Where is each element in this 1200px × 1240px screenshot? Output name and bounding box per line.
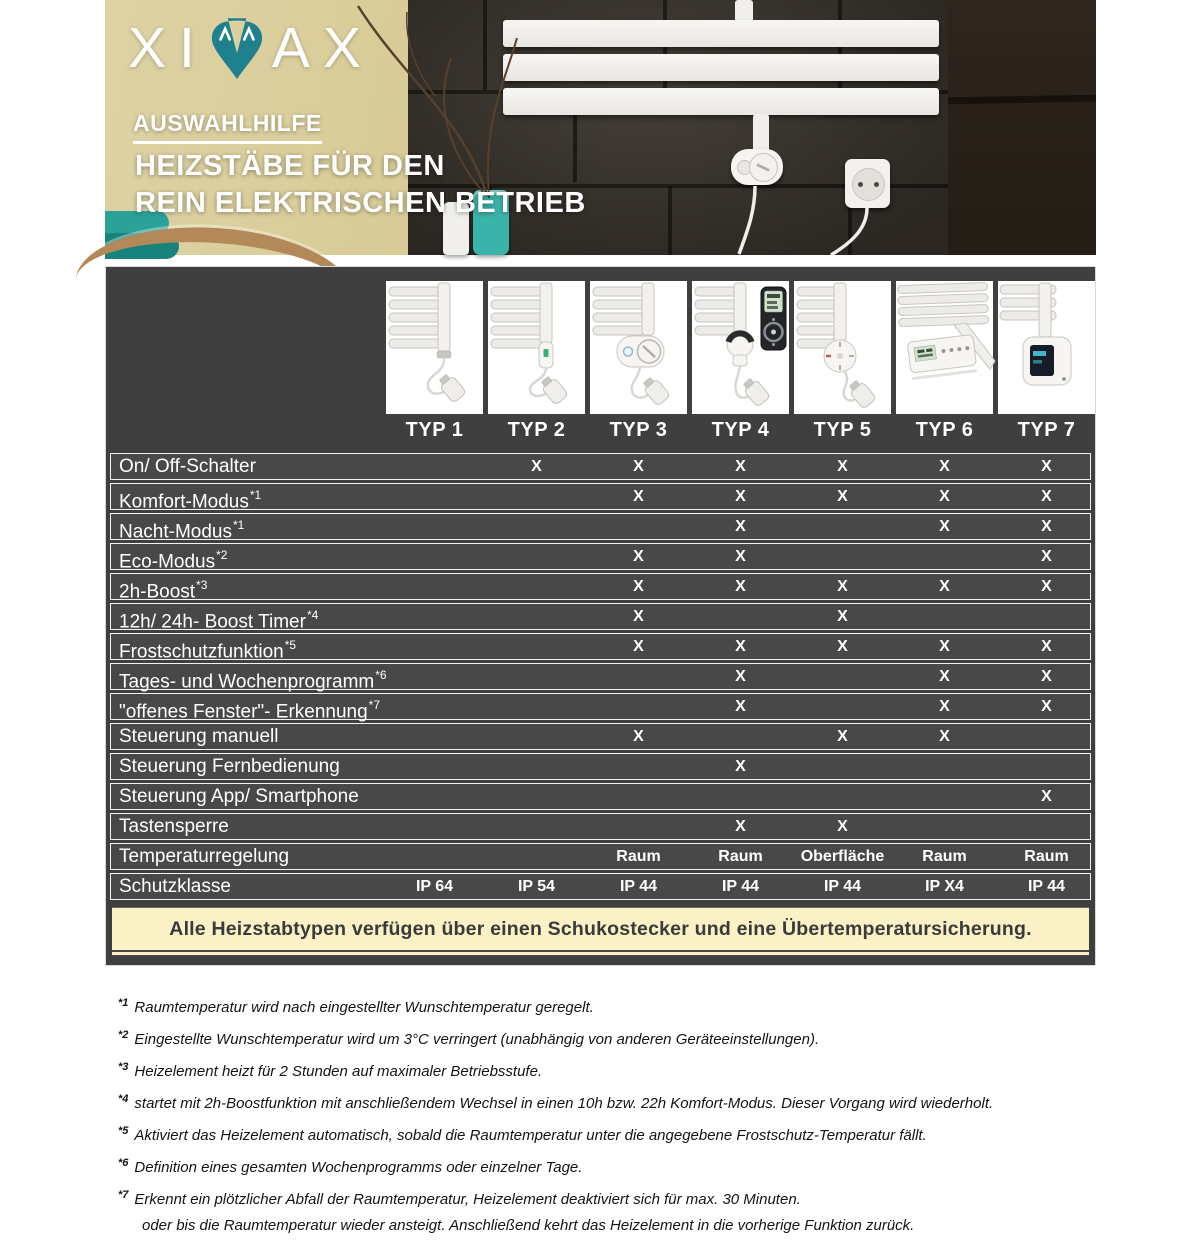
cell-typ5: X bbox=[837, 728, 848, 745]
table-row bbox=[110, 513, 1091, 543]
product-image-typ-7 bbox=[998, 281, 1095, 414]
cell-typ3: IP 44 bbox=[619, 878, 658, 895]
power-outlet bbox=[845, 159, 890, 208]
cell-typ6: X bbox=[939, 458, 950, 475]
table-row bbox=[110, 573, 1091, 603]
table-row bbox=[110, 663, 1091, 693]
cell-typ4: X bbox=[735, 668, 746, 685]
table-row bbox=[110, 843, 1091, 870]
cell-typ7: X bbox=[1041, 698, 1052, 715]
cell-typ4: X bbox=[735, 518, 746, 535]
row-label: Temperaturregelung bbox=[119, 846, 290, 867]
cell-typ5: X bbox=[837, 638, 848, 655]
cell-typ3: X bbox=[633, 548, 644, 565]
logo-text-left: XI bbox=[128, 16, 208, 80]
cell-typ5: X bbox=[837, 488, 848, 505]
row-label: "offenes Fenster"- Erkennung$^{*7}$ bbox=[119, 698, 381, 723]
row-label: Komfort-Modus$^{*1}$ bbox=[119, 488, 262, 513]
row-label: Steuerung Fernbedienung bbox=[119, 756, 340, 777]
cell-typ7: X bbox=[1041, 668, 1052, 685]
cell-typ3: X bbox=[633, 608, 644, 625]
table-row bbox=[110, 603, 1091, 633]
typ-2-header: TYP 2 bbox=[507, 419, 566, 441]
cell-typ6: X bbox=[939, 488, 950, 505]
cell-typ5: X bbox=[837, 818, 848, 835]
table-row bbox=[110, 543, 1091, 573]
cell-typ5: X bbox=[837, 458, 848, 475]
tagline: AUSWAHLHILFE bbox=[133, 110, 322, 144]
table-row bbox=[110, 753, 1091, 780]
cell-typ7: Raum bbox=[1024, 848, 1069, 865]
typ-1-header: TYP 1 bbox=[405, 419, 464, 441]
product-image-typ-4 bbox=[692, 281, 789, 414]
typ-5-header: TYP 5 bbox=[813, 419, 872, 441]
feature-rows bbox=[110, 453, 1091, 903]
cell-typ4: X bbox=[735, 758, 746, 775]
cell-typ4: X bbox=[735, 818, 746, 835]
cell-typ5: IP 44 bbox=[823, 878, 862, 895]
row-label: On/ Off-Schalter bbox=[119, 456, 256, 477]
footnote: $^{*7}$ Erkennt ein plötzlicher Abfall der Raumtemperatur, Heizelement deaktiviert sich für max. 30 Minuten. oder bis die Raumtemperatur wieder ansteigt. Anschließend kehrt das Heizelement in die vorherige Funktion zurück. bbox=[118, 1189, 915, 1234]
row-label: 2h-Boost$^{*3}$ bbox=[119, 578, 208, 603]
footnote: $^{*3}$ Heizelement heizt für 2 Stunden auf maximaler Betriebsstufe. bbox=[118, 1061, 543, 1080]
table-row bbox=[110, 873, 1091, 900]
row-label: Frostschutzfunktion$^{*5}$ bbox=[119, 638, 297, 663]
row-label: 12h/ 24h- Boost Timer$^{*4}$ bbox=[119, 608, 319, 633]
table-row bbox=[110, 483, 1091, 513]
title-line-2: REIN ELEKTRISCHEN BETRIEB bbox=[135, 187, 586, 219]
cell-typ4: Raum bbox=[718, 848, 763, 865]
comparison-table bbox=[105, 266, 1096, 966]
product-image-typ-3 bbox=[590, 281, 687, 414]
cell-typ2: IP 54 bbox=[517, 878, 556, 895]
table-row bbox=[110, 783, 1091, 810]
typ-7-header: TYP 7 bbox=[1017, 419, 1076, 441]
table-row bbox=[110, 633, 1091, 663]
cell-typ3: X bbox=[633, 728, 644, 745]
cell-typ7: X bbox=[1041, 638, 1052, 655]
header-photo bbox=[105, 0, 1096, 255]
product-image-typ-6 bbox=[896, 281, 993, 414]
cell-typ1: IP 64 bbox=[415, 878, 454, 895]
row-label: Steuerung manuell bbox=[119, 726, 279, 747]
cabinet bbox=[948, 0, 1096, 255]
row-label: Eco-Modus$^{*2}$ bbox=[119, 548, 228, 573]
row-label: Tages- und Wochenprogramm$^{*6}$ bbox=[119, 668, 387, 693]
footnote: $^{*5}$ Aktiviert das Heizelement automatisch, sobald die Raumtemperatur unter die angegebene Frostschutz-Temperatur fällt. bbox=[118, 1125, 927, 1144]
row-label: Tastensperre bbox=[119, 816, 229, 837]
cell-typ6: X bbox=[939, 518, 950, 535]
cell-typ6: X bbox=[939, 698, 950, 715]
logo-text-right: AX bbox=[271, 16, 374, 80]
title-line-1: HEIZSTÄBE FÜR DEN bbox=[135, 150, 445, 182]
footnotes bbox=[118, 990, 1118, 1240]
cell-typ4: X bbox=[735, 548, 746, 565]
cell-typ5: Oberfläche bbox=[800, 848, 885, 865]
cell-typ5: X bbox=[837, 578, 848, 595]
table-row bbox=[110, 453, 1091, 480]
product-image-typ-5 bbox=[794, 281, 891, 414]
footnote: $^{*6}$ Definition eines gesamten Wochenprogramms oder einzelner Tage. bbox=[118, 1157, 583, 1176]
table-row bbox=[110, 693, 1091, 723]
cell-typ3: X bbox=[633, 488, 644, 505]
cell-typ7: IP 44 bbox=[1027, 878, 1066, 895]
cell-typ6: X bbox=[939, 668, 950, 685]
cell-typ6: Raum bbox=[922, 848, 967, 865]
footnote: $^{*1}$ Raumtemperatur wird nach eingestellter Wunschtemperatur geregelt. bbox=[118, 997, 594, 1016]
cell-typ3: X bbox=[633, 458, 644, 475]
cell-typ4: X bbox=[735, 488, 746, 505]
cell-typ4: IP 44 bbox=[721, 878, 760, 895]
row-label: Schutzklasse bbox=[119, 876, 231, 897]
cell-typ3: X bbox=[633, 578, 644, 595]
ximax-m-icon bbox=[204, 12, 270, 84]
cell-typ7: X bbox=[1041, 578, 1052, 595]
cell-typ6: X bbox=[939, 728, 950, 745]
cell-typ7: X bbox=[1041, 488, 1052, 505]
cell-typ5: X bbox=[837, 608, 848, 625]
page-title bbox=[135, 148, 586, 222]
radiator-panels bbox=[503, 20, 939, 122]
table-row bbox=[110, 813, 1091, 840]
cell-typ2: X bbox=[531, 458, 542, 475]
product-image-typ-2 bbox=[488, 281, 585, 414]
cell-typ6: IP X4 bbox=[925, 878, 964, 895]
typ-3-header: TYP 3 bbox=[609, 419, 668, 441]
footnote: $^{*4}$ startet mit 2h-Boostfunktion mit anschließendem Wechsel in einen 10h bzw. 22h Komfort-Modus. Dieser Vorgang wird wiederholt. bbox=[118, 1093, 994, 1112]
typ-4-header: TYP 4 bbox=[711, 419, 770, 441]
cell-typ7: X bbox=[1041, 548, 1052, 565]
cell-typ4: X bbox=[735, 698, 746, 715]
cell-typ6: X bbox=[939, 578, 950, 595]
cell-typ7: X bbox=[1041, 788, 1052, 805]
cell-typ4: X bbox=[735, 578, 746, 595]
heating-element bbox=[731, 149, 783, 185]
footer-note-banner bbox=[112, 907, 1089, 957]
cell-typ7: X bbox=[1041, 518, 1052, 535]
banner-text: Alle Heizstabtypen verfügen über einen Schukostecker und eine Übertemperatursicherung. bbox=[169, 917, 1032, 940]
table-row bbox=[110, 723, 1091, 750]
brand-logo bbox=[128, 12, 374, 84]
product-image-typ-1 bbox=[386, 281, 483, 414]
heating-rod bbox=[753, 114, 769, 154]
cell-typ4: X bbox=[735, 638, 746, 655]
cell-typ3: X bbox=[633, 638, 644, 655]
cell-typ3: Raum bbox=[616, 848, 661, 865]
row-label: Nacht-Modus$^{*1}$ bbox=[119, 518, 245, 543]
cell-typ4: X bbox=[735, 458, 746, 475]
typ-6-header: TYP 6 bbox=[915, 419, 974, 441]
cell-typ6: X bbox=[939, 638, 950, 655]
cell-typ7: X bbox=[1041, 458, 1052, 475]
row-label: Steuerung App/ Smartphone bbox=[119, 786, 359, 807]
footnote: $^{*2}$ Eingestellte Wunschtemperatur wird um 3°C verringert (unabhängig von anderen Geräteeinstellungen). bbox=[118, 1029, 820, 1048]
